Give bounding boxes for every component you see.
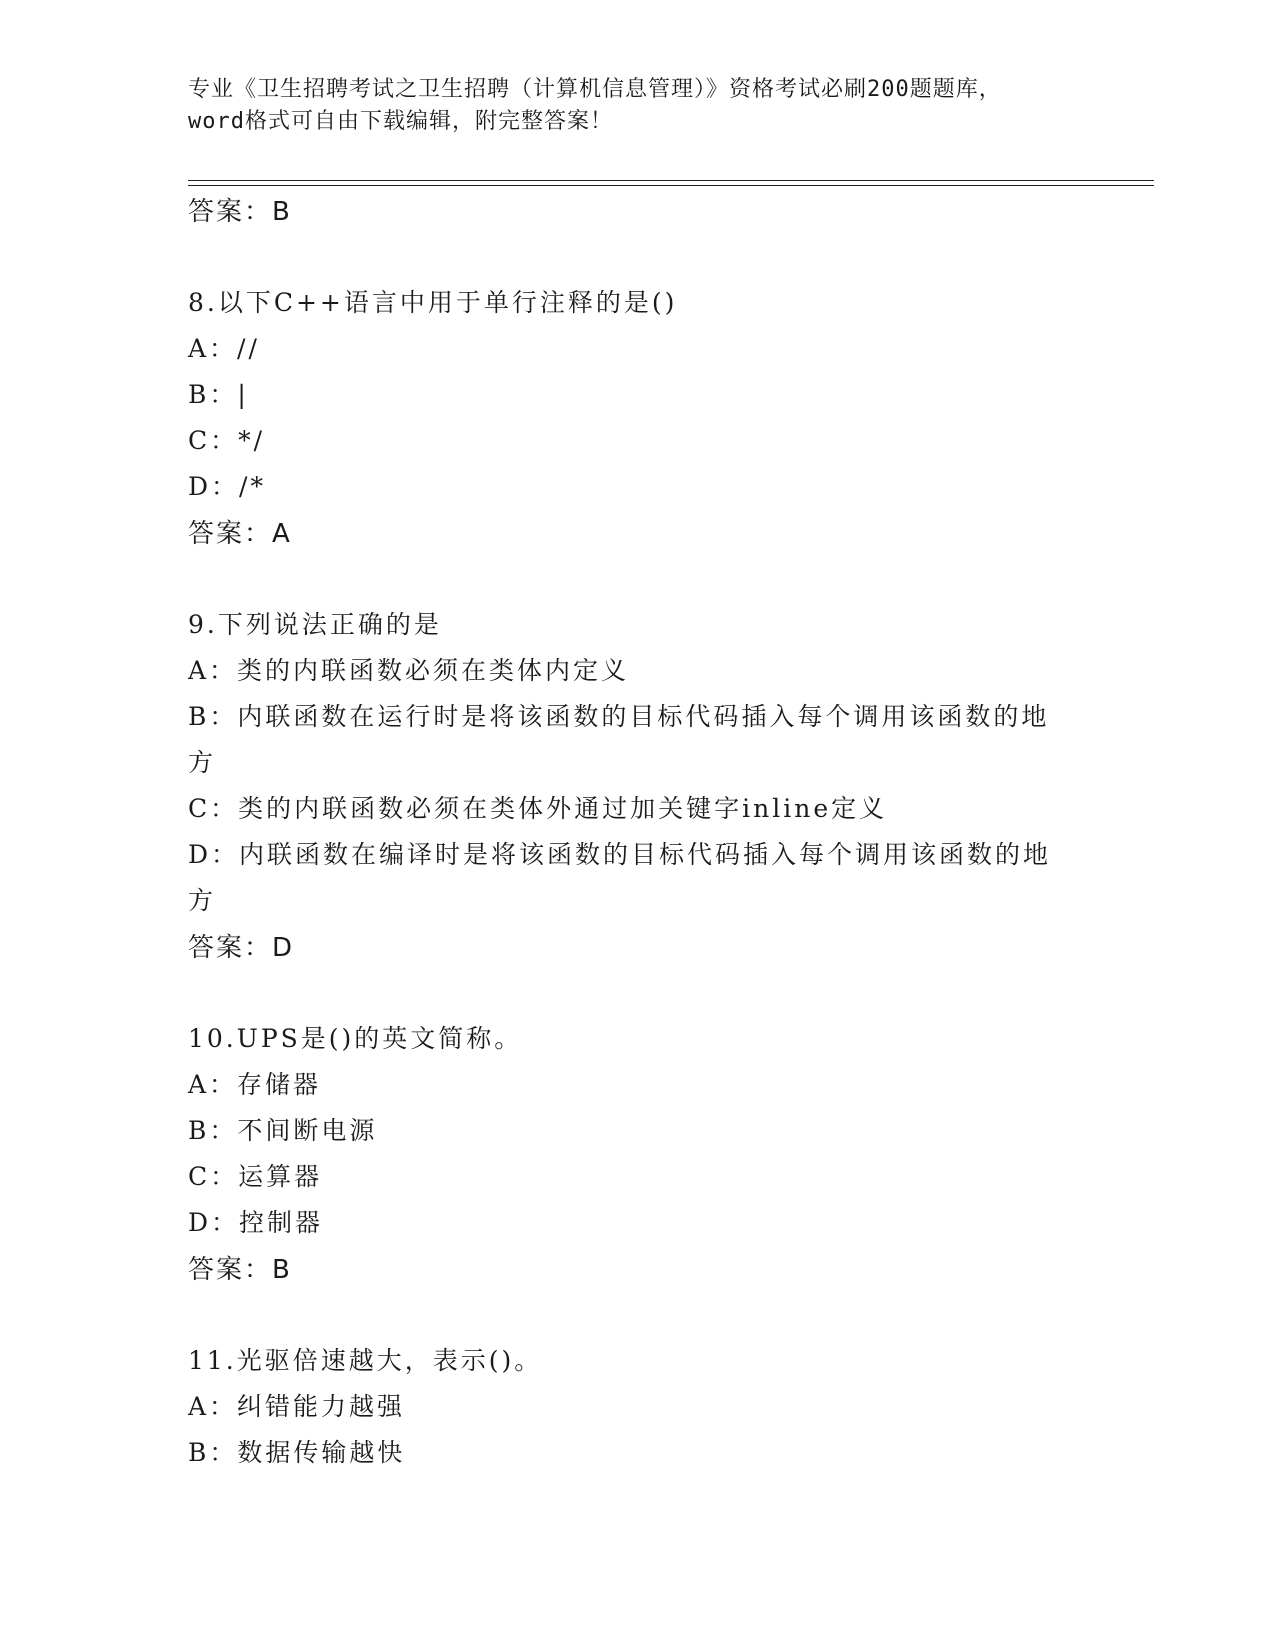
header-line-2: word格式可自由下载编辑，附完整答案！ xyxy=(188,109,613,134)
header-divider-top xyxy=(188,180,1154,181)
header-divider-bottom xyxy=(188,185,1154,186)
spacer xyxy=(188,558,1088,602)
spacer xyxy=(188,972,1088,1016)
question-8-answer: 答案：A xyxy=(188,519,292,549)
header-line-1: 专业《卫生招聘考试之卫生招聘（计算机信息管理）》资格考试必刷200题题库， xyxy=(188,77,1002,102)
question-11-stem: 11.光驱倍速越大，表示()。 xyxy=(188,1346,543,1375)
spacer xyxy=(188,1294,1088,1338)
question-10-option-a: A：存储器 xyxy=(188,1070,322,1099)
question-9-stem: 9.下列说法正确的是 xyxy=(188,610,442,639)
question-11-option-a: A：纠错能力越强 xyxy=(188,1392,406,1421)
question-10-answer: 答案：B xyxy=(188,1255,292,1285)
question-9-option-b: B：内联函数在运行时是将该函数的目标代码插入每个调用该函数的地 xyxy=(188,702,1050,731)
question-list xyxy=(188,188,1088,1476)
previous-answer: 答案：B xyxy=(188,197,292,227)
question-10-stem: 10.UPS是()的英文简称。 xyxy=(188,1024,523,1053)
question-8-stem: 8.以下C++语言中用于单行注释的是() xyxy=(188,288,678,317)
question-8-option-d: D：/* xyxy=(188,472,266,501)
question-10-option-d: D：控制器 xyxy=(188,1208,324,1237)
question-9-option-c: C：类的内联函数必须在类体外通过加关键字inline定义 xyxy=(188,794,888,823)
question-9-option-d-wrap: 方 xyxy=(188,886,217,915)
question-8-option-a: A：// xyxy=(188,334,260,363)
question-10-option-c: C：运算器 xyxy=(188,1162,323,1191)
document-header xyxy=(188,74,1088,138)
question-10-option-b: B：不间断电源 xyxy=(188,1116,378,1145)
question-9-option-b-wrap: 方 xyxy=(188,748,217,777)
question-11-option-b: B：数据传输越快 xyxy=(188,1438,406,1467)
question-8-option-b: B：| xyxy=(188,380,249,409)
question-9-answer: 答案：D xyxy=(188,933,295,963)
question-9-option-d: D：内联函数在编译时是将该函数的目标代码插入每个调用该函数的地 xyxy=(188,840,1052,869)
question-8-option-c: C：*/ xyxy=(188,426,266,455)
spacer xyxy=(188,236,1088,280)
question-9-option-a: A：类的内联函数必须在类体内定义 xyxy=(188,656,630,685)
